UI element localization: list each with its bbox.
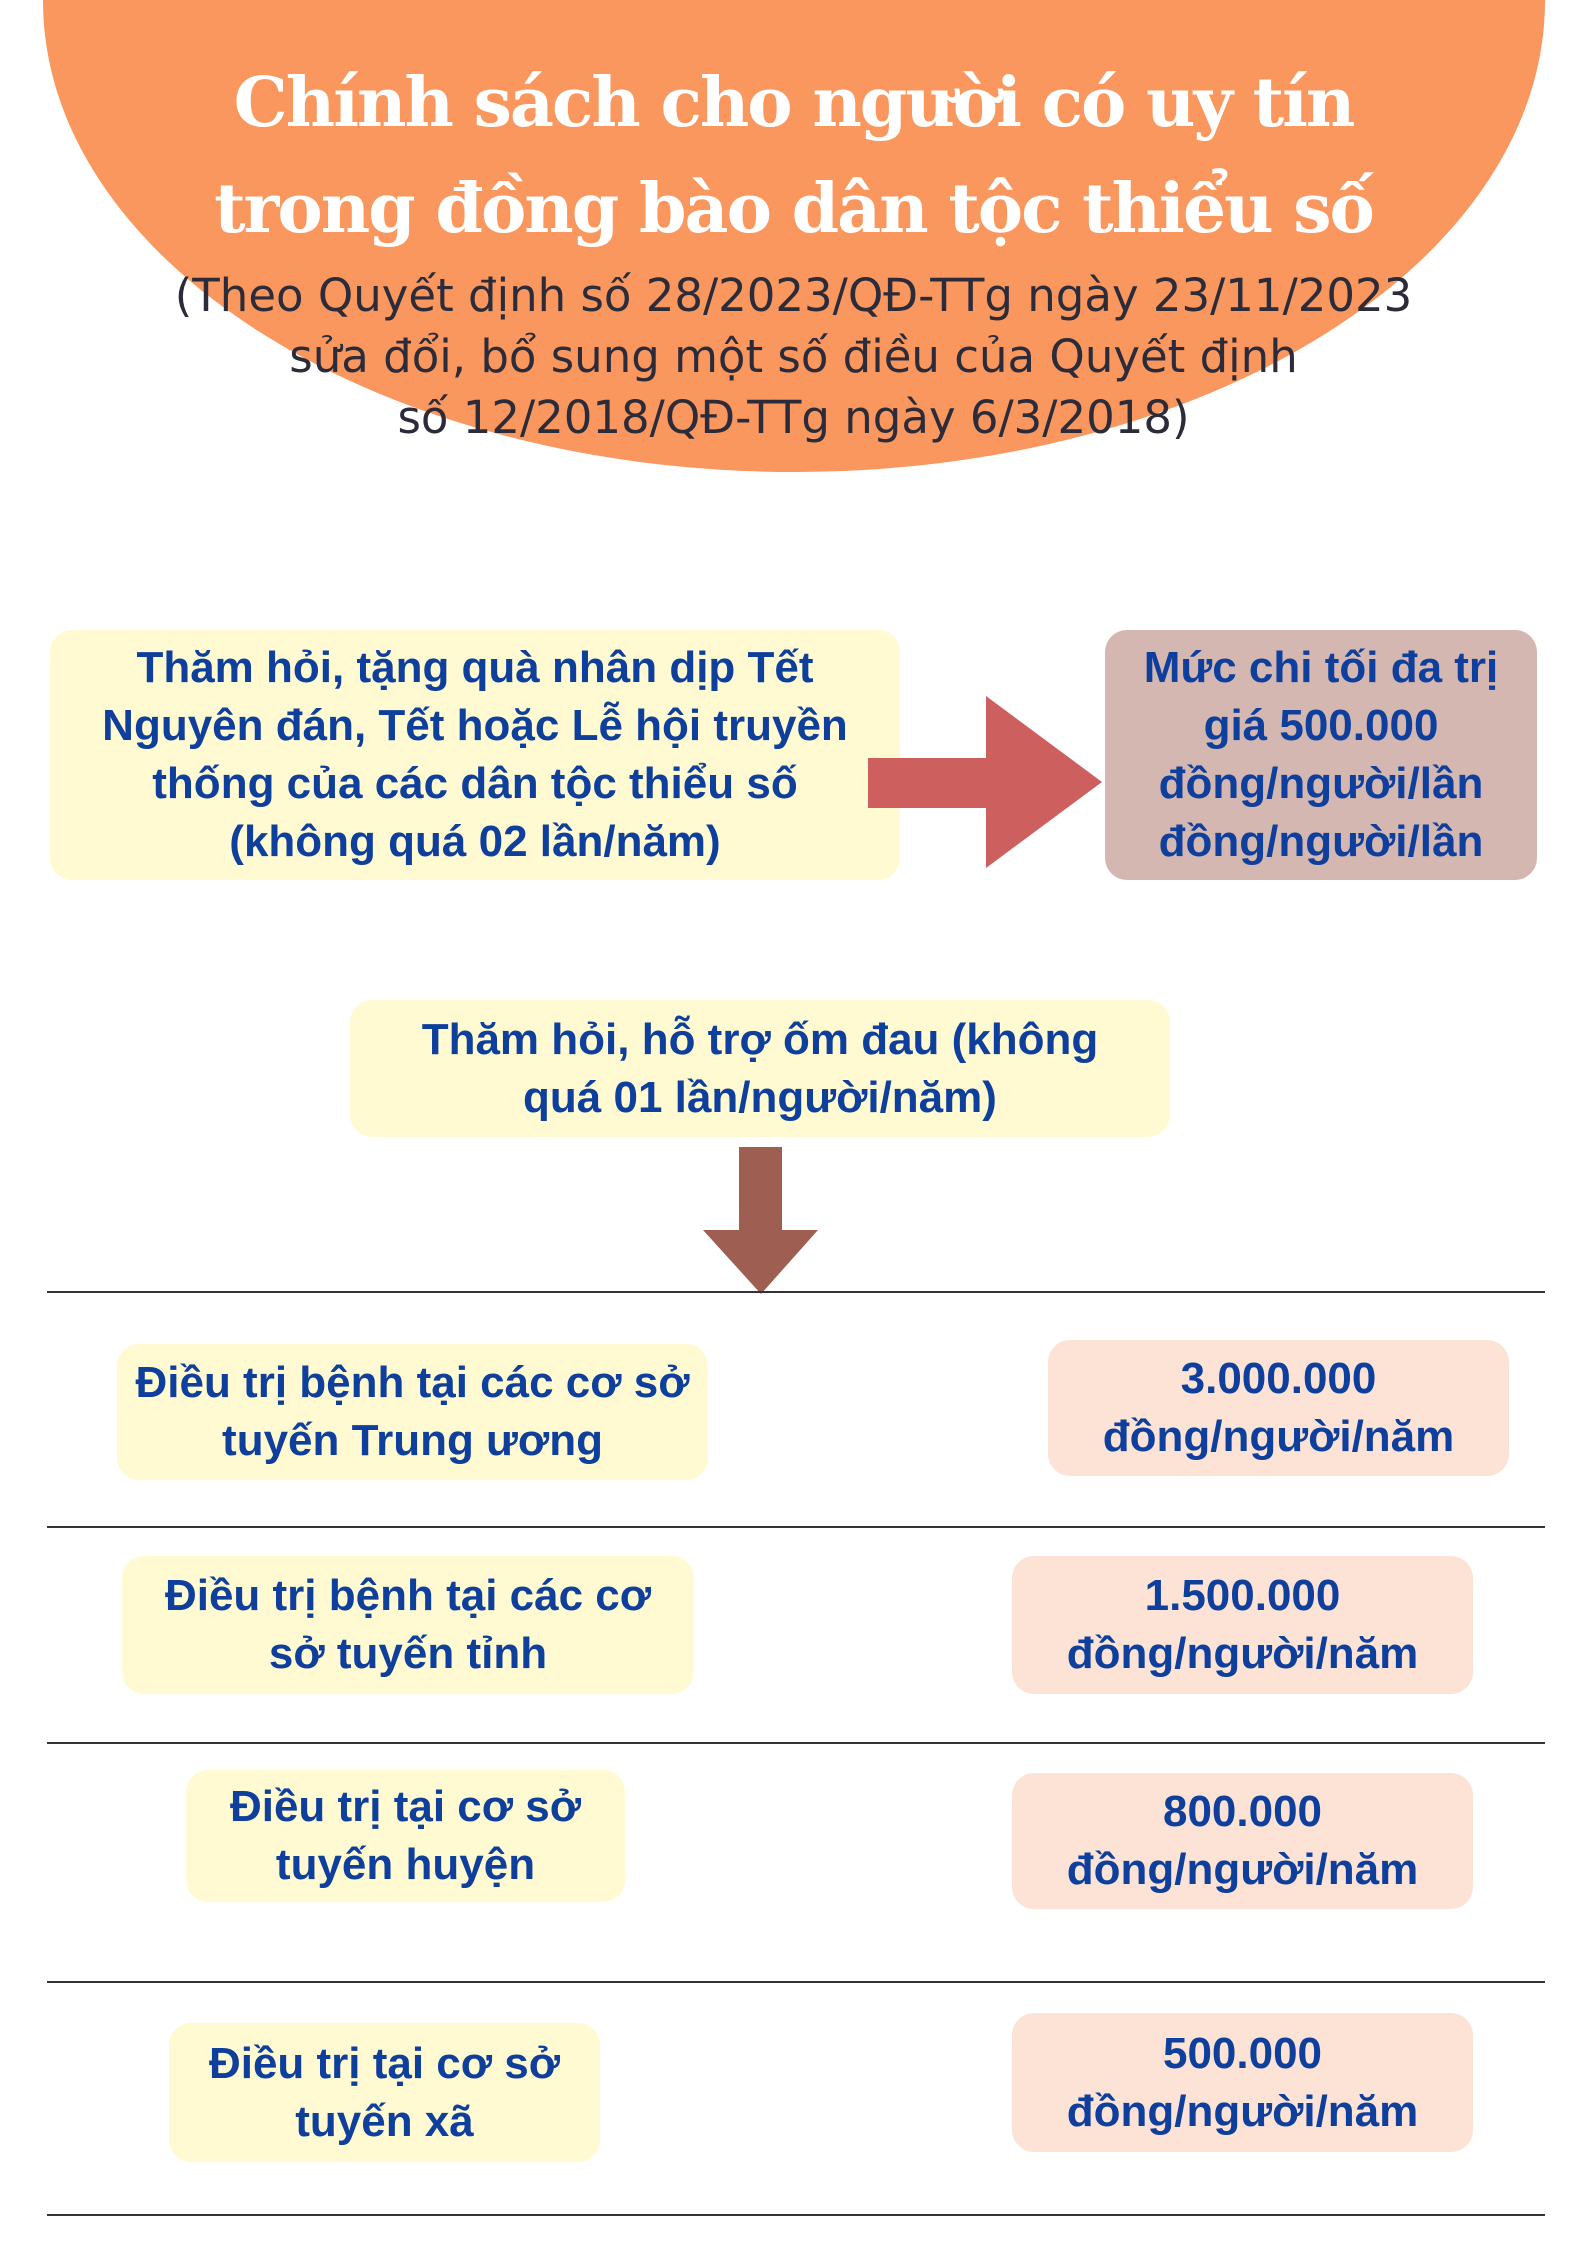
tet-visit-box: Thăm hỏi, tặng quà nhân dịp Tết Nguyên đán, Tết hoặc Lễ hội truyền thống của các dân tộc thiểu số (không quá 02 lần/năm) [50,630,900,880]
subtitle-line-3: số 12/2018/QĐ-TTg ngày 6/3/2018) [397,391,1190,444]
divider [47,2214,1545,2216]
subtitle-line-1: (Theo Quyết định số 28/2023/QĐ-TTg ngày 23/11/2023 [174,269,1413,322]
row-label: Điều trị tại cơ sở tuyến huyện [186,1770,625,1902]
row-label: Điều trị bệnh tại các cơ sở tuyến Trung ương [117,1344,708,1480]
tet-visit-amount: Mức chi tối đa trị giá 500.000 đồng/người/lần đồng/người/lần [1105,630,1537,880]
divider [47,1742,1545,1744]
title-line-1: Chính sách cho người có uy tín [233,63,1354,143]
page-subtitle [0,265,1587,448]
sick-visit-box: Thăm hỏi, hỗ trợ ốm đau (không quá 01 lần/người/năm) [350,1000,1170,1137]
arrow-down-icon [703,1147,819,1295]
arrow-right-icon [868,696,1104,870]
row-amount: 800.000 đồng/người/năm [1012,1773,1473,1909]
row-label: Điều trị bệnh tại các cơ sở tuyến tỉnh [122,1556,694,1694]
row-amount: 3.000.000 đồng/người/năm [1048,1340,1509,1476]
title-line-2: trong đồng bào dân tộc thiểu số [214,169,1373,249]
page-title [0,50,1587,262]
divider [47,1981,1545,1983]
subtitle-line-2: sửa đổi, bổ sung một số điều của Quyết định [289,330,1298,383]
divider [47,1526,1545,1528]
divider [47,1291,1545,1293]
row-label: Điều trị tại cơ sở tuyến xã [169,2023,600,2162]
row-amount: 1.500.000 đồng/người/năm [1012,1556,1473,1694]
row-amount: 500.000 đồng/người/năm [1012,2013,1473,2152]
